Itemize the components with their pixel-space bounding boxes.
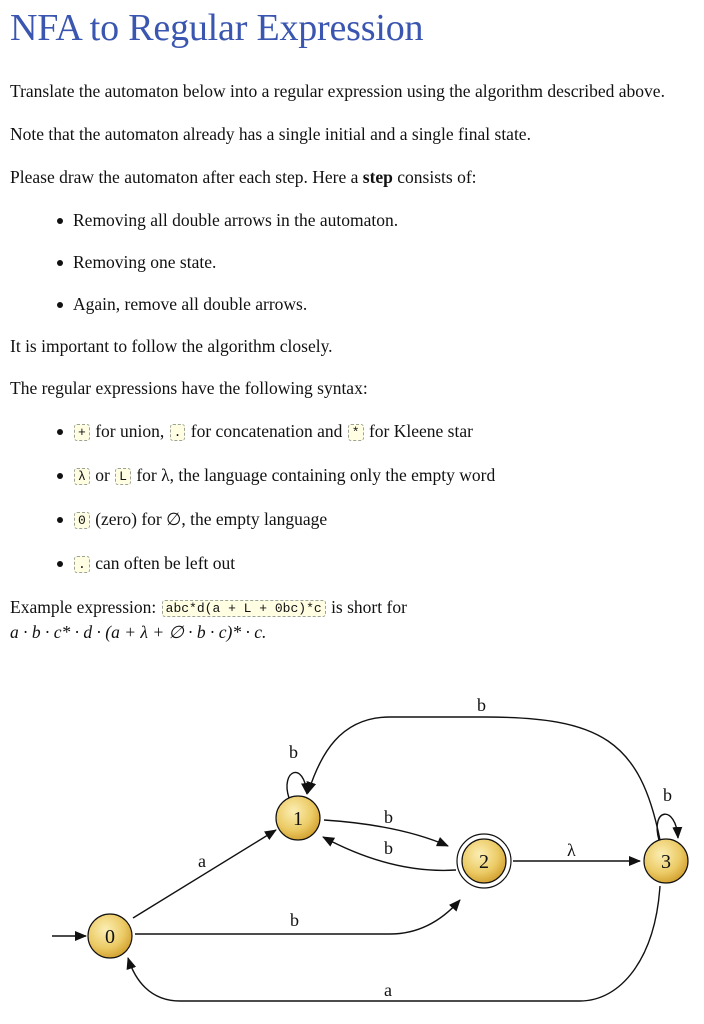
concat-code: . (170, 424, 186, 441)
lambda-code: λ (74, 468, 90, 485)
edge-label-3-0: a (384, 980, 392, 1000)
example-math: a · b · c* · d · (a + λ + ∅ · b · c)* · c. (10, 622, 267, 642)
svg-text:2: 2 (479, 851, 489, 873)
list-item: λ or L for λ, the language containing only the empty word (10, 464, 694, 489)
dot-code: . (74, 556, 90, 573)
list-item: + for union, . for concatenation and * for Kleene star (10, 420, 694, 445)
page-title: NFA to Regular Expression (10, 7, 424, 49)
edge-0-1 (133, 830, 276, 918)
syntax-list (10, 420, 694, 577)
important-paragraph: It is important to follow the algorithm closely. (10, 336, 333, 356)
state-2-final (457, 834, 511, 888)
list-item: . can often be left out (10, 552, 694, 577)
edge-label-3-3: b (663, 785, 672, 805)
page-content (10, 0, 694, 644)
example-code: abc*d(a + L + 0bc)*c (162, 600, 326, 617)
syntax-intro: The regular expressions have the following syntax: (10, 378, 368, 398)
svg-text:1: 1 (293, 808, 303, 830)
L-code: L (115, 468, 131, 485)
edge-label-1-1: b (289, 742, 298, 762)
list-item: Again, remove all double arrows. (10, 293, 694, 316)
edge-label-1-2: b (384, 807, 393, 827)
note-paragraph: Note that the automaton already has a single initial and a single final state. (10, 124, 531, 144)
edge-3-1 (308, 717, 660, 840)
state-1 (276, 796, 320, 840)
svg-text:3: 3 (661, 851, 671, 873)
steps-list (10, 209, 694, 316)
zero-code: 0 (74, 512, 90, 529)
list-item: 0 (zero) for ∅, the empty language (10, 508, 694, 533)
union-code: + (74, 424, 90, 441)
state-0 (88, 914, 132, 958)
star-code: * (348, 424, 364, 441)
list-item: Removing one state. (10, 251, 694, 274)
edge-3-3 (657, 814, 678, 840)
edge-3-0 (128, 886, 660, 1001)
example-paragraph: Example expression: abc*d(a + L + 0bc)*c is short for a · b · c* · d · (a + λ + ∅ · b · c)* · c. (10, 597, 407, 642)
state-3 (644, 839, 688, 883)
list-item: Removing all double arrows in the automaton. (10, 209, 694, 232)
edge-label-3-1: b (477, 695, 486, 715)
automaton-diagram (0, 680, 704, 1024)
svg-text:0: 0 (105, 926, 115, 948)
edge-label-0-1: a (198, 851, 206, 871)
draw-paragraph: Please draw the automaton after each step. Here a step consists of: (10, 167, 477, 187)
edge-label-2-1: b (384, 838, 393, 858)
step-bold: step (362, 167, 393, 187)
edge-label-0-2: b (290, 910, 299, 930)
edge-1-1 (287, 772, 307, 798)
intro-paragraph: Translate the automaton below into a regular expression using the algorithm described above. (10, 81, 665, 101)
edge-label-2-3: λ (567, 840, 576, 860)
